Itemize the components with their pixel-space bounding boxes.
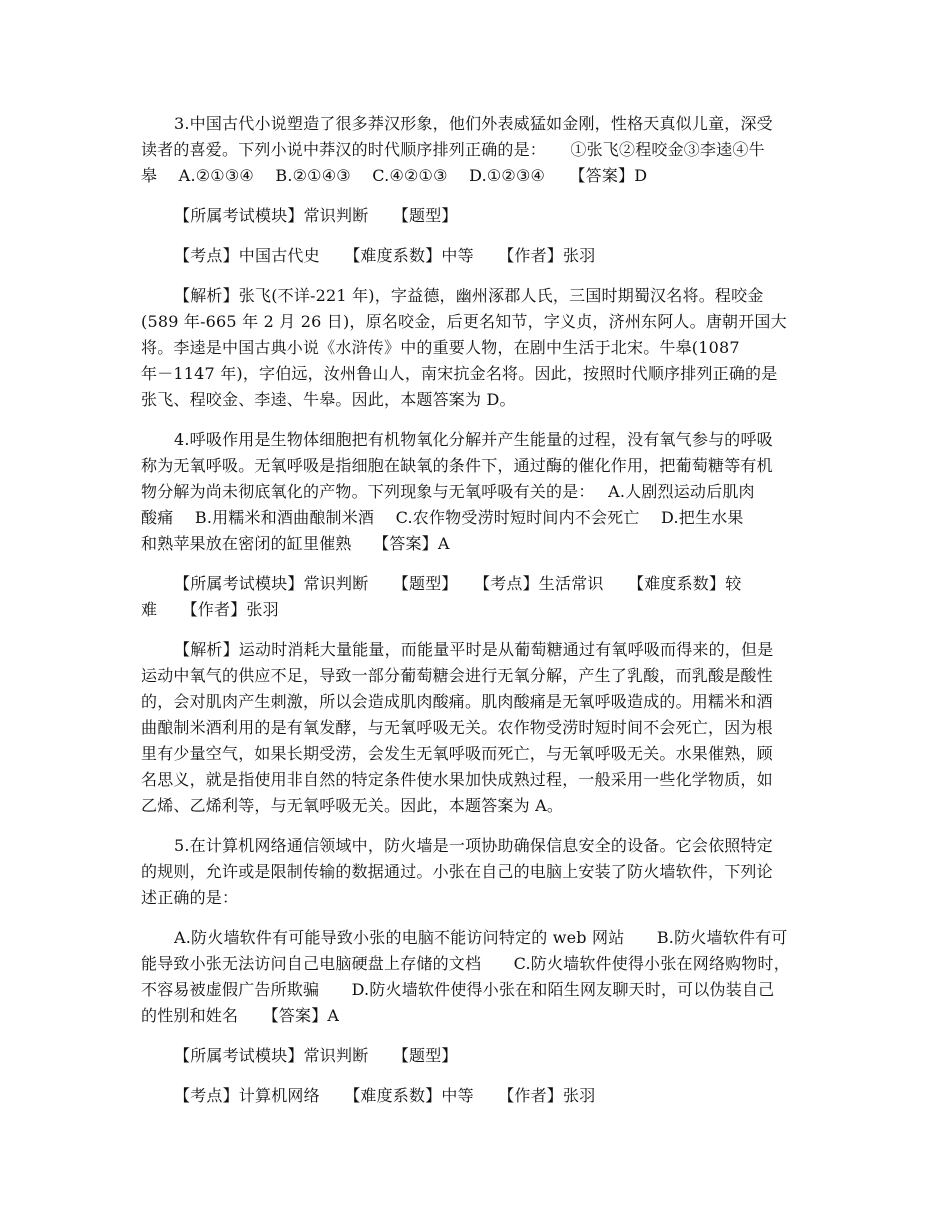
q4-explanation-line-1: 【解析】运动时消耗大量能量，而能量平时是从葡萄糖通过有氧呼吸而得来的，但是 bbox=[174, 640, 774, 659]
q4-explanation-line-2: 运动中氧气的供应不足，导致一部分葡萄糖会进行无氧分解，产生了乳酸，而乳酸是酸性 bbox=[141, 666, 773, 685]
q5-answer-line: 的性别和姓名 【答案】A bbox=[141, 1006, 340, 1025]
q5-module-line: 【所属考试模块】常识判断 【题型】 bbox=[174, 1046, 458, 1065]
q4-explanation-line-7: 乙烯、乙烯利等，与无氧呼吸无关。因此，本题答案为 A。 bbox=[141, 796, 564, 815]
q5-stem-line-3: 述正确的是： bbox=[141, 888, 239, 907]
q3-explanation-line-1: 【解析】张飞(不详-221 年)，字益德，幽州涿郡人氏，三国时期蜀汉名将。程咬金 bbox=[174, 286, 764, 305]
q4-meta-line-1: 【所属考试模块】常识判断 【题型】 【考点】生活常识 【难度系数】较 bbox=[174, 574, 742, 593]
q3-explanation-line-3: 将。李逵是中国古典小说《水浒传》中的重要人物，在剧中生活于北宋。牛皋(1087 bbox=[141, 338, 740, 357]
q4-answer-line: 和熟苹果放在密闭的缸里催熟 【答案】A bbox=[141, 534, 450, 553]
q5-stem-line-1: 5.在计算机网络通信领域中，防火墙是一项协助确保信息安全的设备。它会依照特定 bbox=[174, 836, 773, 855]
q5-meta-line: 【考点】计算机网络 【难度系数】中等 【作者】张羽 bbox=[174, 1086, 596, 1105]
q4-explanation-line-4: 曲酿制米酒利用的是有氧发酵，与无氧呼吸无关。农作物受涝时短时间不会死亡，因为根 bbox=[141, 718, 773, 737]
q5-options-line-3: 不容易被虚假广告所欺骗 D.防火墙软件使得小张在和陌生网友聊天时，可以伪装自己 bbox=[141, 980, 775, 999]
q3-explanation-line-5: 张飞、程咬金、李逵、牛皋。因此，本题答案为 D。 bbox=[141, 390, 516, 409]
q4-options-line: 酸痛 B.用糯米和酒曲酿制米酒 C.农作物受涝时短时间内不会死亡 D.把生水果 bbox=[141, 508, 744, 527]
q3-meta-line: 【考点】中国古代史 【难度系数】中等 【作者】张羽 bbox=[174, 246, 596, 265]
q4-stem-line-1: 4.呼吸作用是生物体细胞把有机物氧化分解并产生能量的过程，没有氧气参与的呼吸 bbox=[174, 430, 773, 449]
q4-explanation-line-5: 里有少量空气，如果长期受涝，会发生无氧呼吸而死亡，与无氧呼吸无关。水果催熟，顾 bbox=[141, 744, 773, 763]
q5-options-line-1: A.防火墙软件有可能导致小张的电脑不能访问特定的 web 网站 B.防火墙软件有可 bbox=[174, 928, 788, 947]
q5-stem-line-2: 的规则，允许或是限制传输的数据通过。小张在自己的电脑上安装了防火墙软件，下列论 bbox=[141, 862, 773, 881]
q4-explanation-line-3: 的，会对肌肉产生刺激，所以会造成肌肉酸痛。肌肉酸痛是无氧呼吸造成的。用糯米和酒 bbox=[141, 692, 773, 711]
q3-module-line: 【所属考试模块】常识判断 【题型】 bbox=[174, 206, 458, 225]
q3-explanation-line-2: (589 年-665 年 2 月 26 日)，原名咬金，后更名知节，字义贞，济州东阿人。唐朝开国大 bbox=[141, 312, 787, 331]
q5-options-line-2: 能导致小张无法访问自己电脑硬盘上存储的文档 C.防火墙软件使得小张在网络购物时， bbox=[141, 954, 790, 973]
q3-explanation-line-4: 年－1147 年)，字伯远，汝州鲁山人，南宋抗金名将。因此，按照时代顺序排列正确的是 bbox=[141, 364, 778, 383]
q3-stem-line-2: 读者的喜爱。下列小说中莽汉的时代顺序排列正确的是： ①张飞②程咬金③李逵④牛 bbox=[141, 140, 765, 159]
q4-meta-line-2: 难 【作者】张羽 bbox=[141, 600, 279, 619]
q4-explanation-line-6: 名思义，就是指使用非自然的特定条件使水果加快成熟过程，一般采用一些化学物质，如 bbox=[141, 770, 773, 789]
q4-stem-line-2: 称为无氧呼吸。无氧呼吸是指细胞在缺氧的条件下，通过酶的催化作用，把葡萄糖等有机 bbox=[141, 456, 773, 475]
q3-options-answer-line: 皋 A.②①③④ B.②①④③ C.④②①③ D.①②③④ 【答案】D bbox=[141, 166, 648, 185]
q4-stem-line-3: 物分解为尚未彻底氧化的产物。下列现象与无氧呼吸有关的是： A.人剧烈运动后肌肉 bbox=[141, 482, 755, 501]
q3-stem-line-1: 3.中国古代小说塑造了很多莽汉形象，他们外表威猛如金刚，性格天真似儿童，深受 bbox=[174, 114, 773, 133]
